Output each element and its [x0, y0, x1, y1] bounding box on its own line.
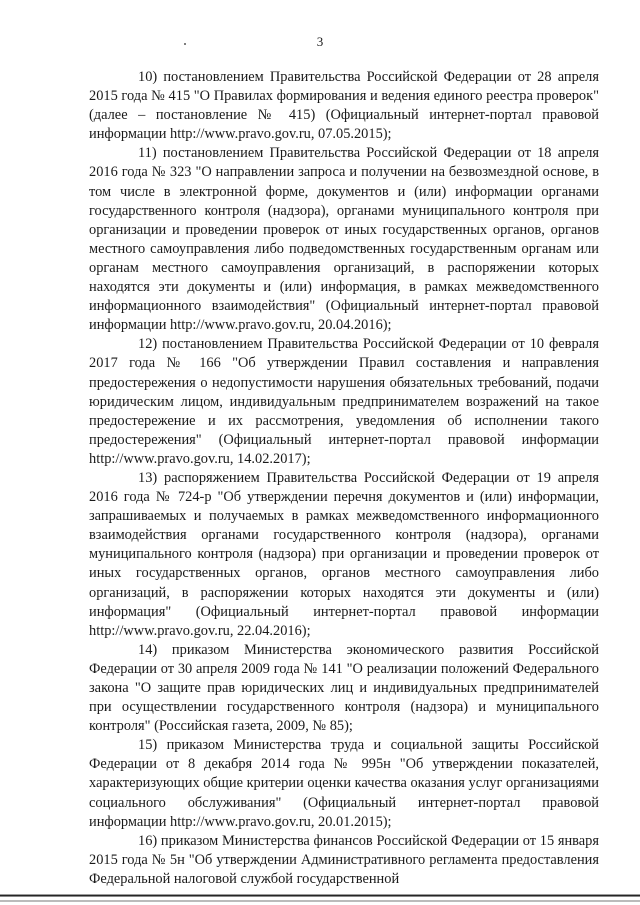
- list-item-15: 15) приказом Министерства труда и социальной защиты Российской Федерации от 8 декабря 2014 года № 995н "Об утверждении показателей, характеризующих общие критерии оценки качества оказания услуг организациями социального обслуживания" (Официальный интернет-портал правовой информации http://www.pravo.gov.ru, 20.01.2015);: [89, 737, 599, 830]
- list-item-16: 16) приказом Министерства финансов Российской Федерации от 15 января 2015 года № 5н "Об утверждении Административного регламента предоставления Федеральной налоговой службой государственной: [89, 832, 599, 887]
- list-item-12: 12) постановлением Правительства Российской Федерации от 10 февраля 2017 года № 166 "Об утверждении Правил составления и направления предостережения о недопустимости нарушения обязательных требований, подачи юридическим лицом, индивидуальным предпринимателем возражений на такое предостережение и их рассмотрения, уведомления об исполнении такого предостережения" (Официальный интернет-портал правовой информации http://www.pravo.gov.ru, 14.02.2017);: [89, 336, 599, 467]
- scan-bottom-edge: [0, 894, 640, 905]
- list-item-14: 14) приказом Министерства экономического развития Российской Федерации от 30 апреля 2009 года № 141 "О реализации положений Федерального закона "О защите прав юридических лиц и индивидуальных предпринимателей при осуществлении государственного контроля (надзора) и муниципального контроля" (Российская газета, 2009, № 85);: [89, 641, 599, 735]
- list-item-13: 13) распоряжением Правительства Российской Федерации от 19 апреля 2016 года № 724-р "Об утверждении перечня документов и (или) информации, запрашиваемых и получаемых в рамках межведомственного информационного взаимодействия органами государственного контроля (надзора), органами муниципального контроля (надзора) при организации и проведении проверок от иных государственных органов, органов местного самоуправления либо организаций, в распоряжении которых находятся эти документы и (или) информация" (Официальный интернет-портал правовой информации http://www.pravo.gov.ru, 22.04.2016);: [89, 469, 599, 639]
- page-number: 3: [316, 34, 324, 49]
- scan-artifact: [184, 43, 186, 45]
- list-item-10: 10) постановлением Правительства Российской Федерации от 28 апреля 2015 года № 415 "О Правилах формирования и ведения единого реестра проверок" (далее – постановление № 415) (Официальный интернет-портал правовой информации http://www.pravo.gov.ru, 07.05.2015);: [89, 69, 599, 143]
- document-body: [89, 68, 599, 889]
- list-item-11: 11) постановлением Правительства Российской Федерации от 18 апреля 2016 года № 323 "О направлении запроса и получении на безвозмездной основе, в том числе в электронной форме, документов и (или) информации органами государственного контроля (надзора), органами муниципального контроля при организации и проведении проверок от иных государственных органов, органов местного самоуправления либо подведомственных государственным органам или органам местного самоуправления организаций, в распоряжении которых находятся эти документы и (или) информация, в рамках межведомственного информационного взаимодействия" (Официальный интернет-портал правовой информации http://www.pravo.gov.ru, 20.04.2016);: [89, 145, 599, 334]
